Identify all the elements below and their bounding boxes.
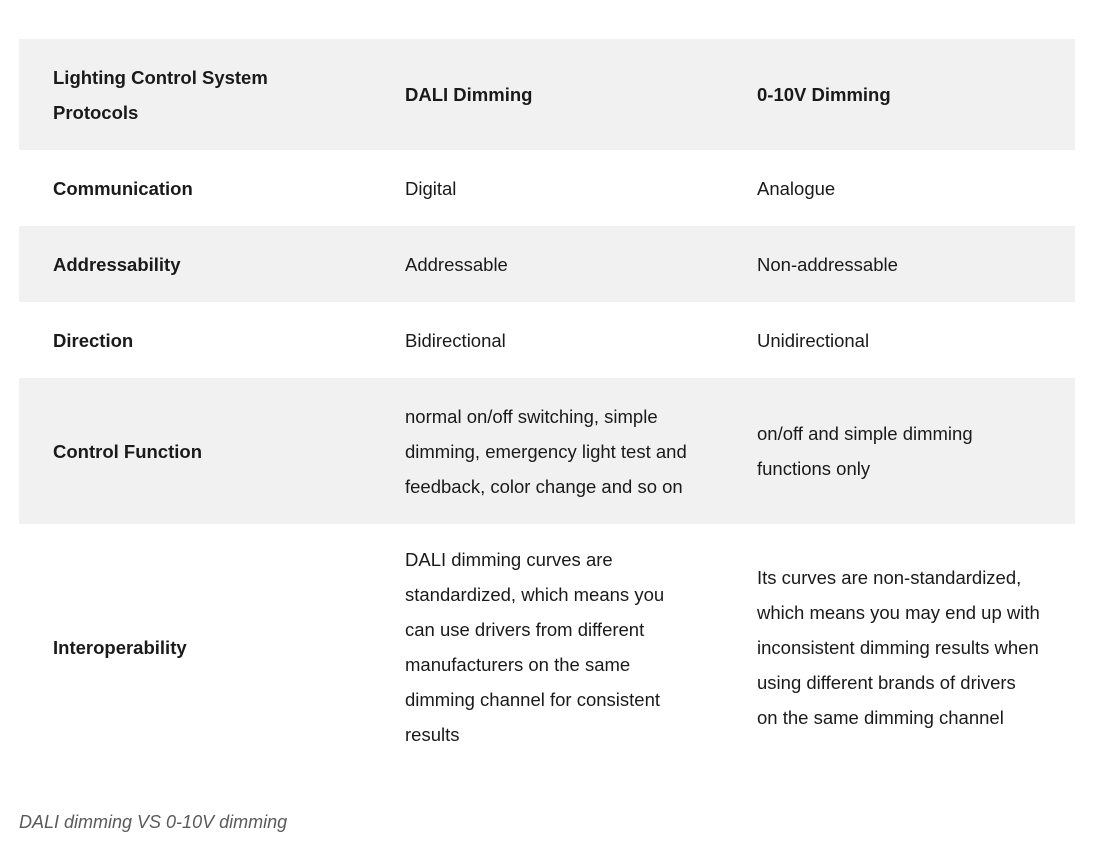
table-header-row bbox=[19, 39, 1075, 150]
header-protocols: Lighting Control System Protocols bbox=[19, 39, 371, 150]
table-row-control-function bbox=[19, 378, 1075, 524]
table-caption: DALI dimming VS 0-10V dimming bbox=[19, 812, 288, 832]
header-0-10v-dimming: 0-10V Dimming bbox=[723, 39, 1075, 150]
row-label: Interoperability bbox=[53, 636, 187, 658]
dali-cell: normal on/off switching, simple dimming, emergency light test and feedback, color change and so on bbox=[371, 378, 723, 524]
table-row-communication bbox=[19, 150, 1075, 226]
dali-cell: Digital bbox=[405, 177, 457, 199]
v010-cell: Analogue bbox=[757, 177, 836, 199]
v010-cell: Unidirectional bbox=[757, 329, 870, 351]
row-label: Communication bbox=[53, 177, 193, 199]
row-label: Control Function bbox=[19, 378, 371, 524]
row-label: Addressability bbox=[19, 226, 371, 302]
table-row-interoperability bbox=[19, 524, 1075, 770]
comparison-table bbox=[19, 39, 1075, 770]
table-row-direction bbox=[19, 302, 1075, 378]
v010-cell: on/off and simple dimming functions only bbox=[723, 378, 1075, 524]
comparison-table-container bbox=[19, 39, 1075, 770]
v010-cell: Its curves are non-standardized, which means you may end up with inconsistent dimming results when using different brands of drivers on the same dimming channel bbox=[757, 566, 1040, 728]
header-dali-dimming: DALI Dimming bbox=[371, 39, 723, 150]
v010-cell: Non-addressable bbox=[723, 226, 1075, 302]
row-label: Direction bbox=[53, 329, 134, 351]
dali-cell: Addressable bbox=[371, 226, 723, 302]
dali-cell: DALI dimming curves are standardized, which means you can use drivers from different manufacturers on the same dimming channel for consistent results bbox=[405, 549, 665, 745]
table-row-addressability bbox=[19, 226, 1075, 302]
dali-cell: Bidirectional bbox=[405, 329, 506, 351]
